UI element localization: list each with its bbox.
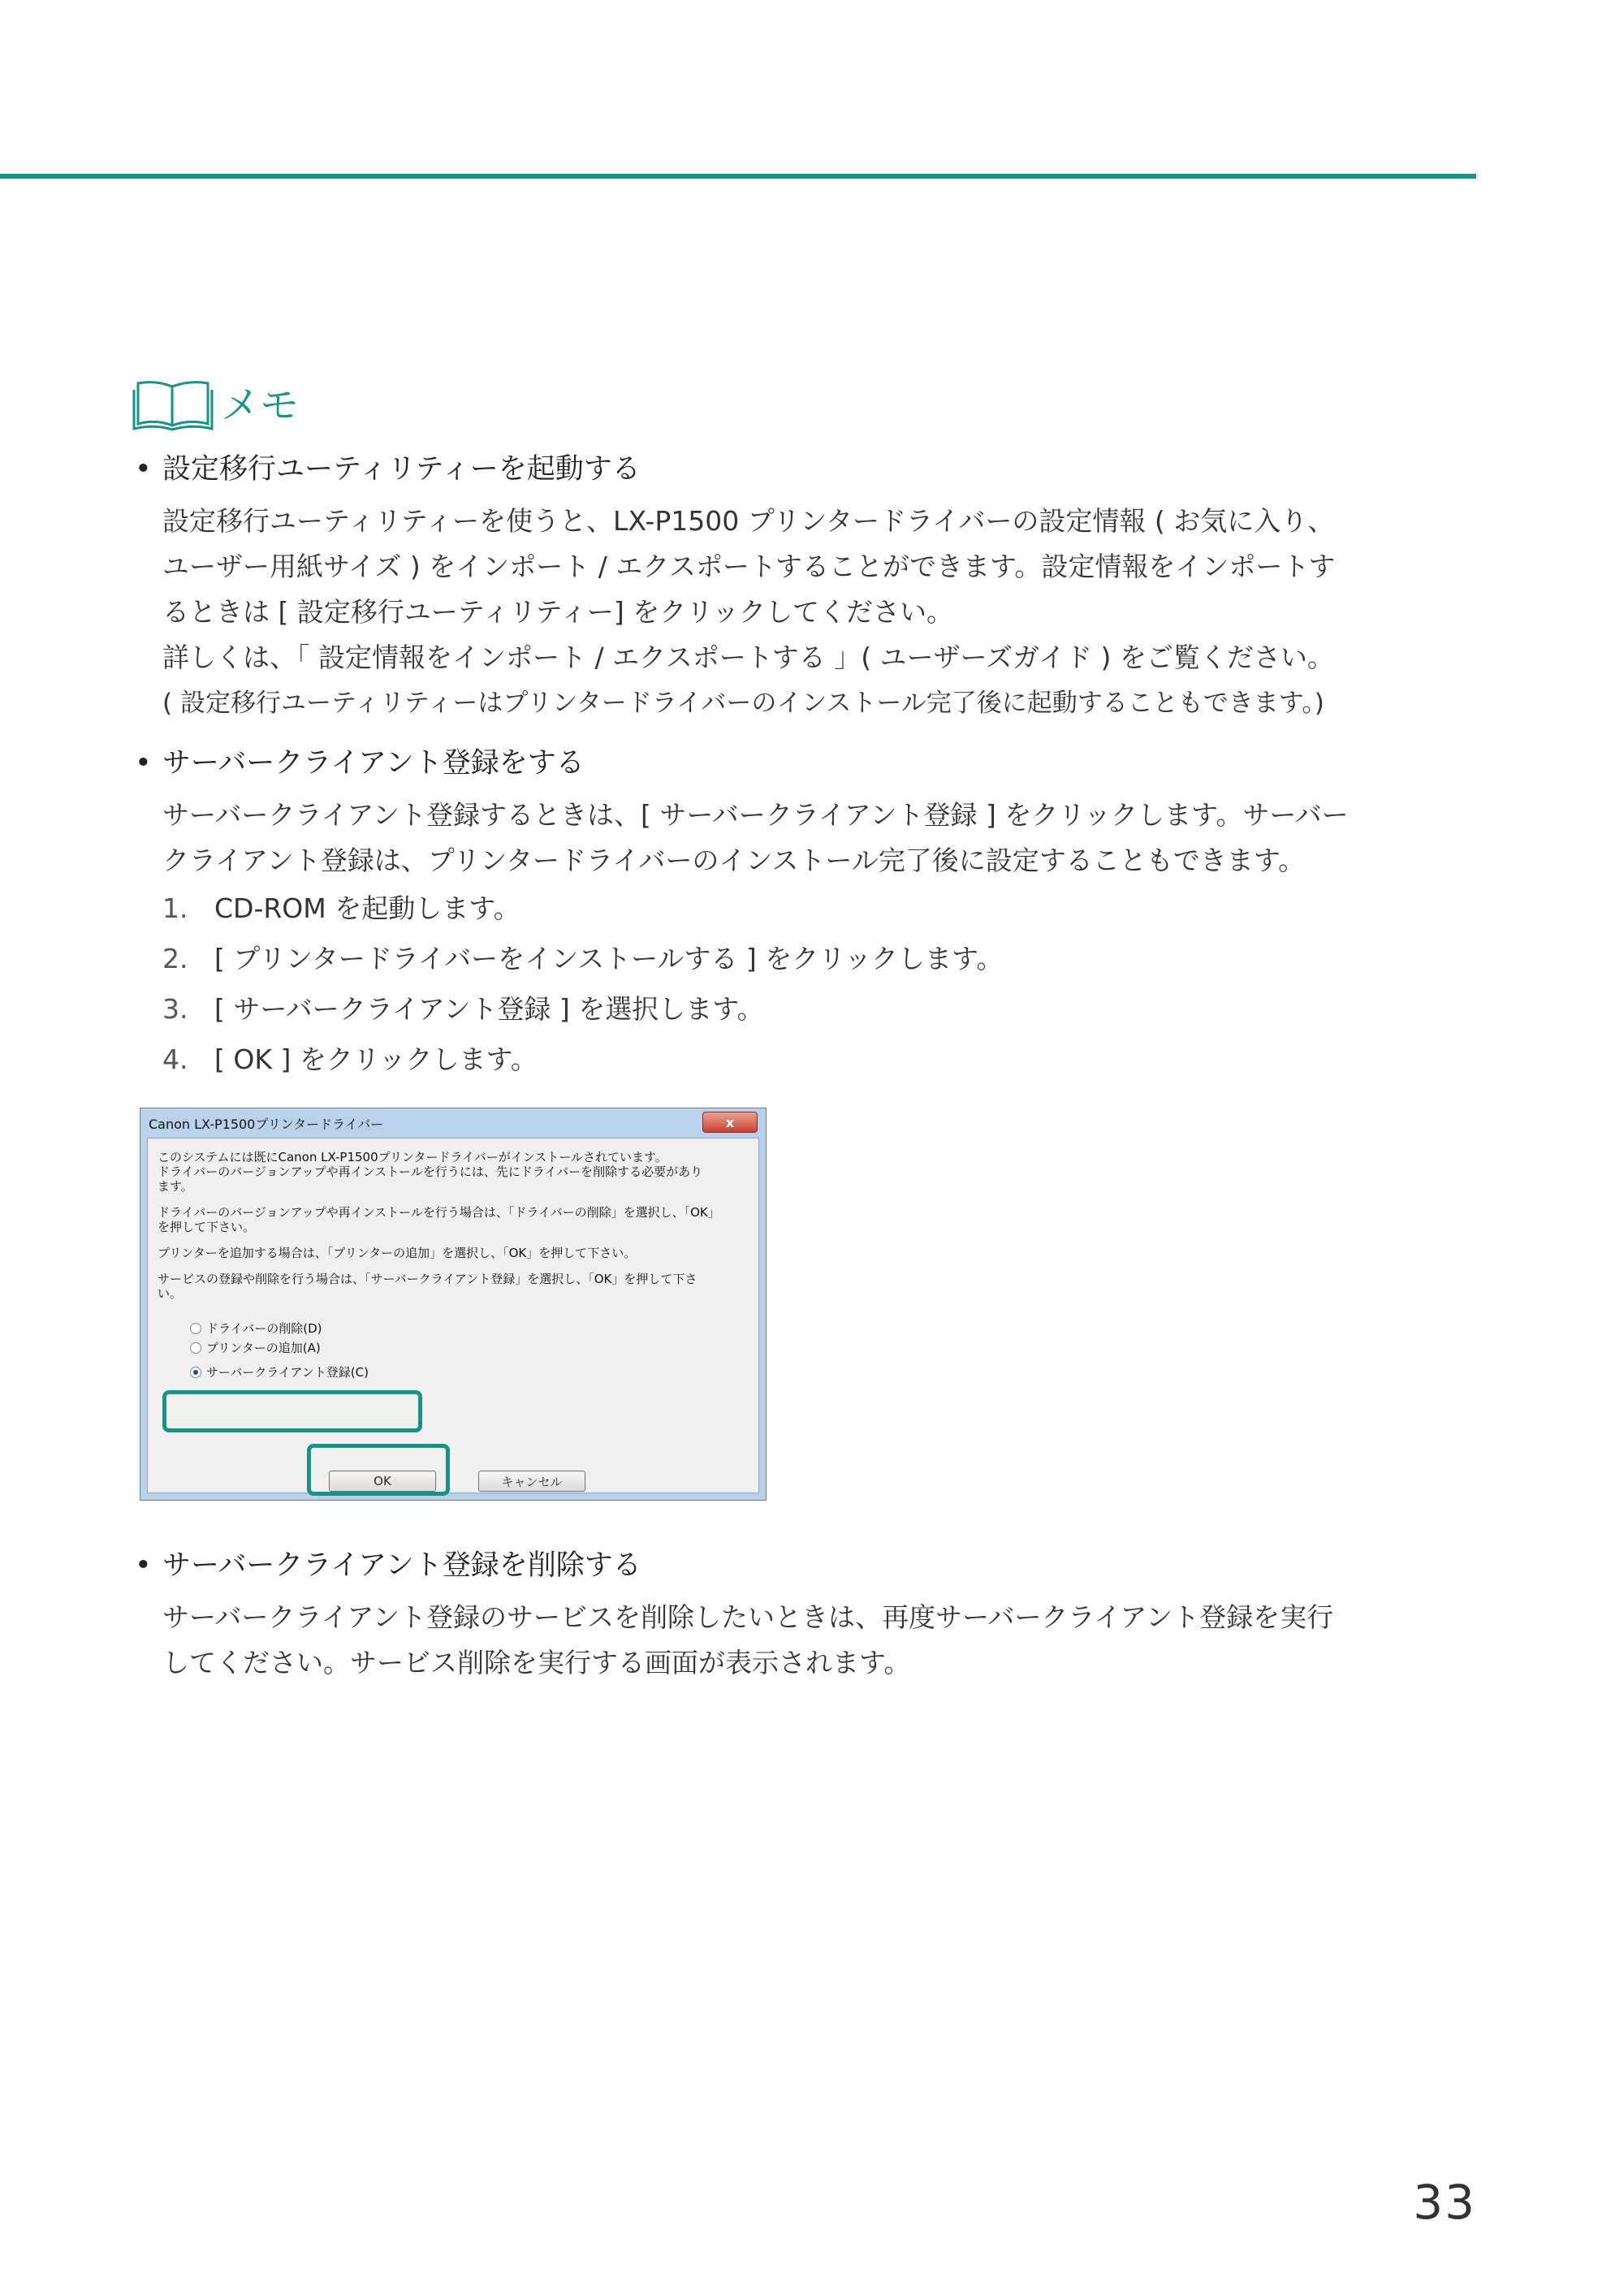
paragraph-line: るときは [ 設定移行ユーティリティー] をクリックしてください。 bbox=[162, 596, 953, 628]
message-line: ドライバーのバージョンアップや再インストールを行うには、先にドライバーを削除する必要があり bbox=[158, 1164, 703, 1179]
highlight-radio-frame bbox=[162, 1390, 422, 1432]
dialog-message bbox=[158, 1150, 749, 1194]
paragraph-line: 設定移行ユーティリティーを使うと、LX-P1500 プリンタードライバーの設定情報 ( お気に入り、 bbox=[162, 505, 1335, 537]
section-heading bbox=[135, 451, 1483, 487]
message-line: い。 bbox=[158, 1286, 183, 1301]
step-text: [ プリンタードライバーをインストールする ] をクリックします。 bbox=[214, 943, 1004, 974]
bullet-dot: • bbox=[135, 747, 152, 780]
highlight-ok-frame bbox=[307, 1444, 450, 1496]
message-line: サービスの登録や削除を行う場合は、「サーバークライアント登録」を選択し、「OK」を押して下さ bbox=[158, 1272, 698, 1286]
dialog-body bbox=[147, 1138, 759, 1493]
radio-button[interactable] bbox=[190, 1367, 201, 1378]
section-launch-migration bbox=[135, 451, 1483, 726]
radio-button[interactable] bbox=[190, 1342, 201, 1354]
cancel-button[interactable]: キャンセル bbox=[478, 1471, 585, 1492]
radio-button[interactable] bbox=[190, 1323, 201, 1334]
message-line: プリンターを追加する場合は、「プリンターの追加」を選択し、「OK」を押して下さい。 bbox=[158, 1246, 637, 1260]
message-line: を押して下さい。 bbox=[158, 1220, 256, 1234]
step-text: [ サーバークライアント登録 ] を選択します。 bbox=[214, 993, 764, 1025]
radio-label: サーバークライアント登録(C) bbox=[206, 1365, 369, 1380]
step-number: 3. bbox=[162, 993, 188, 1025]
section-heading bbox=[135, 745, 1483, 781]
paragraph-line: サーバークライアント登録のサービスを削除したいときは、再度サーバークライアント登録を実行 bbox=[162, 1601, 1334, 1633]
ok-button[interactable]: OK bbox=[329, 1471, 436, 1492]
radio-label: プリンターの追加(A) bbox=[206, 1341, 321, 1355]
bullet-dot: • bbox=[135, 1549, 152, 1582]
dialog-message bbox=[158, 1246, 749, 1260]
bullet-dot: • bbox=[135, 453, 152, 486]
step-item bbox=[162, 883, 1483, 934]
book-icon bbox=[132, 378, 214, 432]
heading-text: 設定移行ユーティリティーを起動する bbox=[162, 453, 641, 486]
dialog-titlebar bbox=[140, 1108, 766, 1138]
dialog-title: Canon LX-P1500プリンタードライバー bbox=[149, 1116, 384, 1132]
step-number: 2. bbox=[162, 943, 188, 974]
paragraph-line: ユーザー用紙サイズ ) をインポート / エクスポートすることができます。設定情報をインポートす bbox=[162, 551, 1336, 582]
paragraph-line: サーバークライアント登録するときは、[ サーバークライアント登録 ] をクリックします。サーバー bbox=[162, 799, 1349, 831]
memo-heading bbox=[132, 378, 299, 432]
step-text: CD-ROM を起動します。 bbox=[214, 892, 520, 924]
step-list bbox=[162, 883, 1483, 1085]
paragraph-line: 詳しくは、「 設定情報をインポート / エクスポートする 」( ユーザーズガイド ) をご覧ください。 bbox=[162, 642, 1334, 673]
heading-text: サーバークライアント登録をする bbox=[162, 747, 585, 780]
dialog-message bbox=[158, 1272, 749, 1301]
step-item bbox=[162, 984, 1483, 1035]
radio-label: ドライバーの削除(D) bbox=[206, 1321, 322, 1336]
header-rule bbox=[0, 174, 1476, 179]
step-text: [ OK ] をクリックします。 bbox=[214, 1043, 538, 1075]
step-number: 4. bbox=[162, 1043, 188, 1075]
paragraph-line: ( 設定移行ユーティリティーはプリンタードライバーのインストール完了後に起動することもできます。) bbox=[162, 689, 1324, 718]
paragraph-line: クライアント登録は、プリンタードライバーのインストール完了後に設定することもできます。 bbox=[162, 845, 1306, 876]
close-button[interactable]: x bbox=[702, 1112, 758, 1133]
radio-add-printer[interactable] bbox=[190, 1338, 749, 1358]
step-item bbox=[162, 934, 1483, 984]
page-number: 33 bbox=[1413, 2175, 1476, 2230]
section-heading bbox=[135, 1548, 1483, 1583]
radio-delete-driver[interactable] bbox=[190, 1319, 749, 1338]
installer-dialog bbox=[140, 1108, 767, 1501]
message-line: ドライバーのバージョンアップや再インストールを行う場合は、「ドライバーの削除」を選択し、「OK」 bbox=[158, 1205, 720, 1220]
section-server-client-register bbox=[135, 745, 1483, 1085]
heading-text: サーバークライアント登録を削除する bbox=[162, 1549, 641, 1582]
dialog-message bbox=[158, 1205, 749, 1234]
step-item bbox=[162, 1035, 1483, 1085]
memo-title: メモ bbox=[221, 382, 300, 428]
message-line: ます。 bbox=[158, 1179, 193, 1194]
step-number: 1. bbox=[162, 892, 188, 924]
radio-server-client[interactable] bbox=[190, 1363, 749, 1382]
message-line: このシステムには既にCanon LX-P1500プリンタードライバーがインストールされています。 bbox=[158, 1150, 667, 1164]
paragraph-line: してください。サービス削除を実行する画面が表示されます。 bbox=[162, 1647, 911, 1678]
section-server-client-delete bbox=[135, 1548, 1483, 1686]
